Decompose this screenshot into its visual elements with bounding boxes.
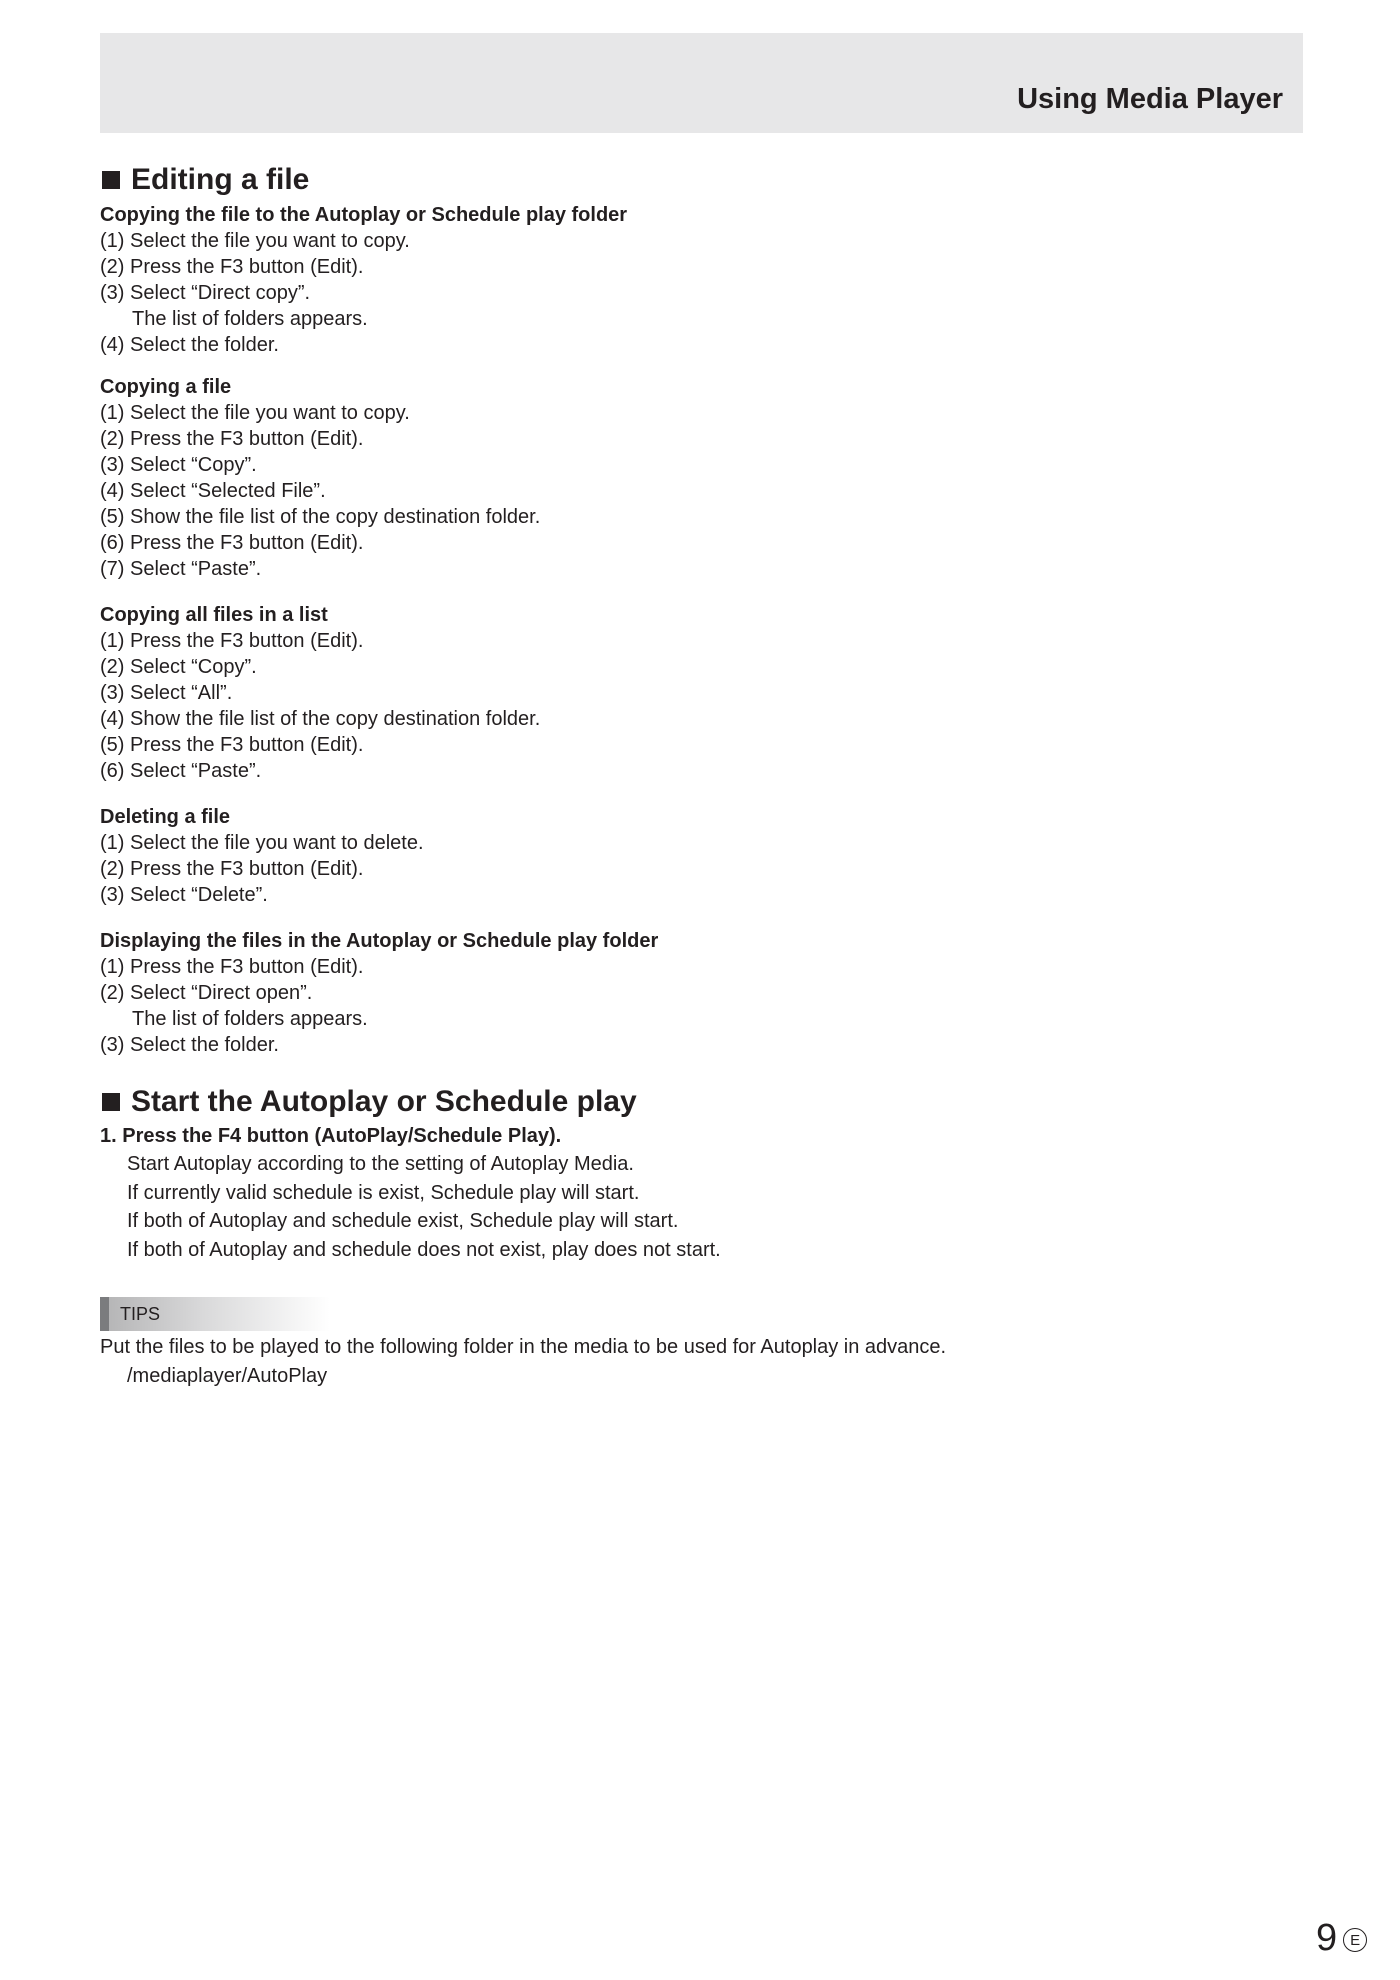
step-line: (1) Press the F3 button (Edit). <box>100 630 364 652</box>
page-number-value: 9 <box>1316 1917 1338 1959</box>
step-line: (1) Select the file you want to copy. <box>100 230 410 252</box>
step-line: (3) Select “Delete”. <box>100 884 268 906</box>
page-header <box>100 33 1303 133</box>
description-line: Start Autoplay according to the setting of Autoplay Media. <box>127 1153 634 1175</box>
step-line: (1) Select the file you want to delete. <box>100 832 424 854</box>
step-line: (6) Press the F3 button (Edit). <box>100 532 364 554</box>
step-line: (1) Press the F3 button (Edit). <box>100 956 364 978</box>
section-title-editing <box>100 160 1300 200</box>
step-line: (5) Show the file list of the copy destination folder. <box>100 506 541 528</box>
description-line: If both of Autoplay and schedule does not exist, play does not start. <box>127 1238 721 1261</box>
instruction-group <box>100 202 1300 358</box>
group-heading: Deleting a file <box>100 806 231 828</box>
step-line: (6) Select “Paste”. <box>100 760 262 782</box>
step-heading: 1. Press the F4 button (AutoPlay/Schedule Play). <box>100 1125 562 1147</box>
tips-text: Put the files to be played to the following folder in the media to be used for Autoplay in advance. <box>100 1336 947 1358</box>
step-line: (3) Select “Copy”. <box>100 454 257 476</box>
instruction-group <box>100 374 1300 582</box>
step-line: (3) Select the folder. <box>100 1034 279 1056</box>
step-note: The list of folders appears. <box>132 308 368 330</box>
group-heading: Copying the file to the Autoplay or Schedule play folder <box>100 204 628 226</box>
square-bullet-icon <box>102 1093 120 1111</box>
tips-folder-path: /mediaplayer/AutoPlay <box>127 1365 328 1387</box>
language-mark-icon: E <box>1343 1928 1367 1952</box>
description-line: If both of Autoplay and schedule exist, Schedule play will start. <box>127 1210 679 1232</box>
instruction-group <box>100 928 1300 1058</box>
main-content <box>100 160 1300 1391</box>
square-bullet-icon <box>102 171 120 189</box>
group-heading: Copying all files in a list <box>100 604 328 626</box>
tips-stripe <box>100 1297 109 1331</box>
step-line: (2) Press the F3 button (Edit). <box>100 256 364 278</box>
tips-label: TIPS <box>120 1304 161 1324</box>
step-line: (4) Select “Selected File”. <box>100 480 326 502</box>
step-line: (5) Press the F3 button (Edit). <box>100 734 364 756</box>
autoplay-step <box>100 1122 1300 1264</box>
page-number <box>1316 1918 1367 1958</box>
step-line: (2) Select “Direct open”. <box>100 982 313 1004</box>
instruction-group <box>100 602 1300 784</box>
page-header-title: Using Media Player <box>1017 83 1283 115</box>
group-heading: Displaying the files in the Autoplay or Schedule play folder <box>100 930 659 952</box>
description-line: If currently valid schedule is exist, Schedule play will start. <box>127 1181 640 1204</box>
step-line: (3) Select “Direct copy”. <box>100 282 311 304</box>
step-line: (2) Select “Copy”. <box>100 656 257 678</box>
section-title-text: Start the Autoplay or Schedule play <box>131 1085 637 1118</box>
step-line: (4) Show the file list of the copy destination folder. <box>100 708 541 730</box>
step-line: (2) Press the F3 button (Edit). <box>100 858 364 880</box>
step-line: (7) Select “Paste”. <box>100 558 262 580</box>
section-title-autoplay <box>100 1082 1300 1122</box>
step-line: (2) Press the F3 button (Edit). <box>100 428 364 450</box>
step-line: (3) Select “All”. <box>100 682 233 704</box>
section-title-text: Editing a file <box>131 163 310 196</box>
step-note: The list of folders appears. <box>132 1008 368 1030</box>
group-heading: Copying a file <box>100 376 232 398</box>
step-line: (4) Select the folder. <box>100 334 279 356</box>
instruction-group <box>100 804 1300 908</box>
tips-label-bar <box>100 1297 330 1331</box>
step-line: (1) Select the file you want to copy. <box>100 402 410 424</box>
